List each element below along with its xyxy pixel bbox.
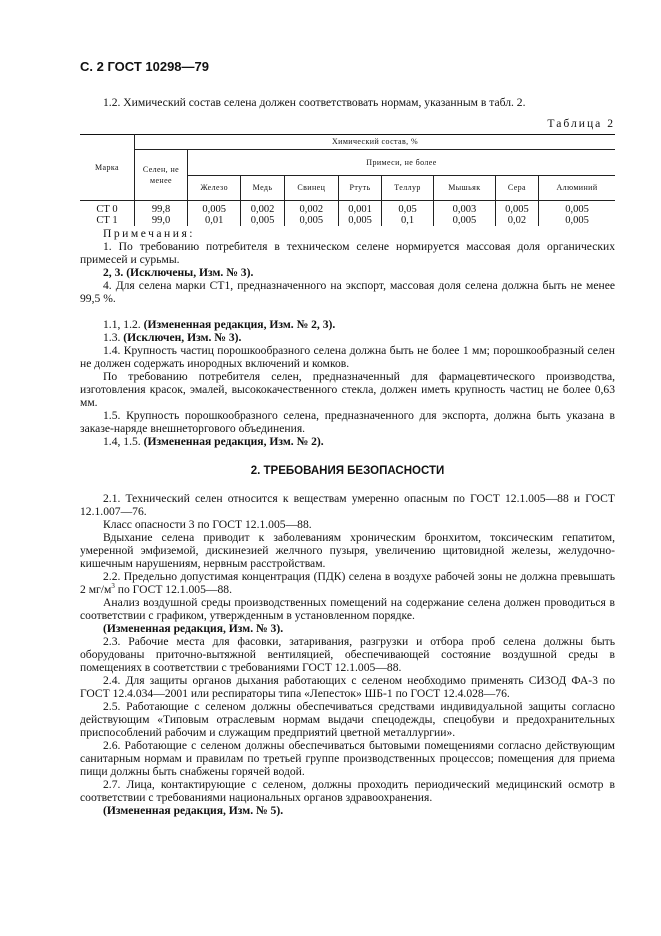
clause-ref: 1.4, 1.5.: [103, 435, 141, 448]
intro-paragraph: 1.2. Химический состав селена должен соответствовать нормам, указанным в табл. 2.: [103, 96, 526, 109]
cell-marka: СТ 0: [96, 204, 118, 215]
cell-value: 0,001: [338, 201, 381, 216]
cell-selen: 99,8: [135, 201, 188, 216]
superscript: 3: [111, 582, 115, 591]
clause-ref: 1.3.: [103, 331, 121, 344]
paragraph-pharma: По требованию потребителя селен, предназначенный для фармацевтического производства, изготовления красок, эмалей, высококачественного стекла, должен иметь крупность частиц не более 0,63 мм.: [80, 370, 615, 409]
cell-marka: СТ 1: [96, 215, 118, 226]
cell-value: 0,005: [284, 215, 338, 226]
paragraph-1-4: 1.4. Крупность частиц порошкообразного селена должна быть не более 1 мм; порошкообразный селен не должен содержать инородных включений и комков.: [80, 344, 615, 370]
amendment-note: (Измененная редакция, Изм. № 2, 3).: [143, 318, 336, 331]
table-row: [80, 201, 615, 216]
amendment-note-2-7: (Измененная редакция, Изм. № 5).: [103, 804, 284, 817]
cell-value: 0,003: [433, 201, 495, 216]
header-arsenic: Мышьяк: [433, 176, 495, 201]
paragraph-2-2: [80, 570, 615, 596]
table-row: [80, 215, 615, 226]
paragraph-2-6: 2.6. Работающие с селеном должны обеспечиваться бытовыми помещениями согласно действующим санитарным нормам и правилам по третьей группе производственных процессов; помещения для приема пищи должны быть снабжены горячей водой.: [80, 739, 615, 778]
header-selen: Селен, не менее: [135, 150, 188, 201]
cell-value: 0,05: [382, 201, 434, 216]
section-2-title: 2. ТРЕБОВАНИЯ БЕЗОПАСНОСТИ: [250, 465, 445, 477]
cell-value: 0,005: [433, 215, 495, 226]
clause-ref: 1.1, 1.2.: [103, 318, 141, 331]
header-lead: Свинец: [284, 176, 338, 201]
paragraph-air-analysis: Анализ воздушной среды производственных помещений на содержание селена должен проводиться в соответствии с графиком, утвержденным в установленном порядке.: [80, 596, 615, 622]
cell-selen: 99,0: [135, 215, 188, 226]
table-notes: [80, 227, 615, 305]
table-caption: Таблица 2: [547, 117, 615, 130]
cell-value: 0,005: [188, 201, 241, 216]
section-2-body: [80, 492, 615, 817]
paragraph-health-effects: Вдыхание селена приводит к заболеваниям хроническим бронхитом, токсическим гепатитом, умеренной эмфиземой, дискинезией желчного пузыря, увеличению щитовидной железы, желудочно-кишечным нарушениям, нервным расстройствам.: [80, 531, 615, 570]
header-chemical-composition: Химический состав, %: [135, 135, 616, 150]
document-page: [80, 60, 615, 817]
paragraph-2-5: 2.5. Работающие с селеном должны обеспечиваться средствами индивидуальной защиты согласно действующим «Типовым отраслевым нормам выдачи спецодежды, спецобуви и предохранительных приспособлений рабочим и служащим предприятий цветной металлургии».: [80, 700, 615, 739]
cell-value: 0,005: [495, 201, 538, 216]
cell-value: 0,002: [241, 201, 284, 216]
header-impurities: Примеси, не более: [188, 150, 616, 176]
note-1: 1. По требованию потребителя в техническом селене нормируется массовая доля органических примесей и сурьмы.: [80, 240, 615, 266]
note-4: 4. Для селена марки СТ1, предназначенного на экспорт, массовая доля селена должна быть не менее 99,5 %.: [80, 279, 615, 305]
amendment-note: (Измененная редакция, Изм. № 2).: [143, 435, 324, 448]
cell-value: 0,005: [539, 215, 615, 226]
header-tellurium: Теллур: [382, 176, 434, 201]
cell-value: 0,005: [539, 201, 615, 216]
header-copper: Медь: [241, 176, 284, 201]
amendment-note-2-2: (Измененная редакция, Изм. № 3).: [103, 622, 284, 635]
paragraph-1-3: [80, 331, 615, 344]
paragraph-amendment-1-4: [80, 435, 615, 448]
cell-value: 0,01: [188, 215, 241, 226]
amendment-note: (Исключен, Изм. № 3).: [123, 331, 242, 344]
cell-value: 0,1: [382, 215, 434, 226]
chemical-composition-table: [80, 134, 615, 226]
paragraph-amendment-1-1: [80, 318, 615, 331]
paragraph-2-7: 2.7. Лица, контактирующие с селеном, должны проходить периодический медицинский осмотр в соответствии с требованиями национальных органов здравоохранения.: [80, 778, 615, 804]
header-mercury: Ртуть: [338, 176, 381, 201]
text-part: по ГОСТ 12.1.005—88.: [114, 583, 232, 596]
header-aluminium: Алюминий: [539, 176, 615, 201]
cell-value: 0,005: [338, 215, 381, 226]
cell-value: 0,02: [495, 215, 538, 226]
paragraph-1-5: 1.5. Крупность порошкообразного селена, предназначенного для экспорта, должна быть указана в заказе-наряде внешнеторгового объединения.: [80, 409, 615, 435]
cell-value: 0,005: [241, 215, 284, 226]
paragraph-hazard-class: Класс опасности 3 по ГОСТ 12.1.005—88.: [103, 518, 312, 531]
header-sulfur: Сера: [495, 176, 538, 201]
paragraph-2-4: 2.4. Для защиты органов дыхания работающих с селеном необходимо применять СИЗОД ФА-3 по ГОСТ 12.4.034—2001 или респираторы типа «Лепесток» ШБ-1 по ГОСТ 12.4.028—76.: [80, 674, 615, 700]
header-iron: Железо: [188, 176, 241, 201]
paragraph-2-3: 2.3. Рабочие места для фасовки, затаривания, разгрузки и отбора проб селена должны быть оборудованы приточно-вытяжной вентиляцией, обеспечивающей состояние воздушной среды в помещениях в соответствии с требованиями ГОСТ 12.1.005—88.: [80, 635, 615, 674]
note-2-3: 2, 3. (Исключены, Изм. № 3).: [103, 266, 254, 279]
cell-value: 0,002: [284, 201, 338, 216]
header-marka: Марка: [80, 135, 135, 201]
section-1-paragraphs: [80, 318, 615, 448]
notes-title: Примечания:: [103, 227, 196, 240]
page-header: С. 2 ГОСТ 10298—79: [80, 59, 209, 74]
paragraph-2-1: 2.1. Технический селен относится к веществам умеренно опасным по ГОСТ 12.1.005—88 и ГОСТ 12.1.007—76.: [80, 492, 615, 518]
text-part: 2.2. Предельно допустимая концентрация (ПДК) селена в воздухе рабочей зоны не должна превышать 2 мг/м: [80, 570, 615, 596]
